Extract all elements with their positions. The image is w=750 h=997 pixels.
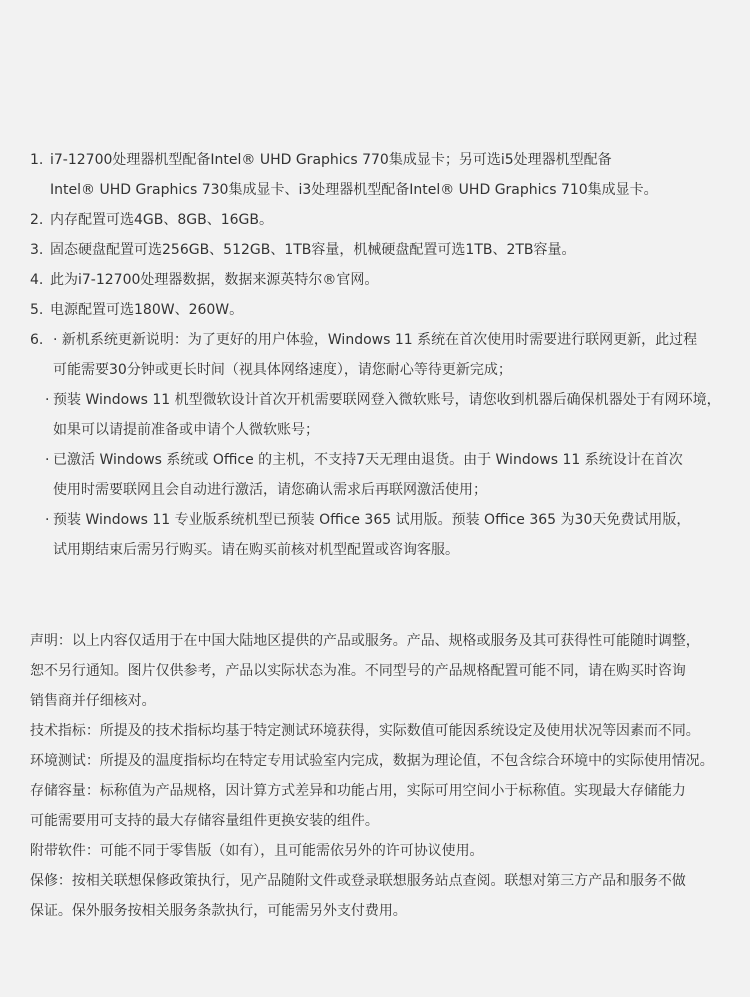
note-item-4 [30, 265, 745, 295]
sub-line: 试用期结束后需另行购买。请在购买前核对机型配置或咨询客服。 [53, 542, 459, 558]
statement-warranty [30, 866, 748, 926]
note-item-1 [30, 145, 745, 205]
statement-storage [30, 776, 748, 836]
statement-line: 可能需要用可支持的最大存储容量组件更换安装的组件。 [30, 813, 379, 829]
statement-declaration [30, 626, 748, 716]
statement-tech-specs [30, 716, 748, 746]
note-number: 2. [30, 212, 44, 228]
statement-bundled-software [30, 836, 748, 866]
note-line: Intel® UHD Graphics 730集成显卡、i3处理器机型配备Intel® UHD Graphics 710集成显卡。 [50, 182, 658, 198]
note-line: 可能需要30分钟或更长时间（视具体网络速度），请您耐心等待更新完成； [53, 362, 512, 378]
note-line: 电源配置可选180W、260W。 [50, 302, 244, 318]
note-line: i7-12700处理器机型配备Intel® UHD Graphics 770集成显卡；另可选i5处理器机型配备 [50, 152, 612, 168]
statement-line: 保修：按相关联想保修政策执行，见产品随附文件或登录联想服务站点查阅。联想对第三方产品和服务不做 [30, 873, 686, 889]
statement-line: 保证。保外服务按相关服务条款执行，可能需另外支付费用。 [30, 903, 407, 919]
statement-line: 恕不另行通知。图片仅供参考，产品以实际状态为准。不同型号的产品规格配置可能不同，请在购买时咨询 [30, 663, 686, 679]
note-item-6 [30, 325, 745, 385]
note-item-2 [30, 205, 745, 235]
note-item-3 [30, 235, 745, 265]
note-number: 4. [30, 272, 44, 288]
sub-line: 预装 Windows 11 专业版系统机型已预装 Office 365 试用版。预装 Office 365 为30天免费试用版， [53, 512, 691, 528]
note-6-sub-item-1 [30, 385, 745, 445]
sub-line: 如果可以请提前准备或申请个人微软账号； [53, 422, 319, 438]
statement-environment-test [30, 746, 748, 776]
note-line: 内存配置可选4GB、8GB、16GB。 [50, 212, 273, 228]
note-item-5 [30, 295, 745, 325]
bullet-dot: · [45, 392, 50, 408]
sub-line: 使用时需要联网且会自动进行激活，请您确认需求后再联网激活使用； [53, 482, 487, 498]
note-line: 此为i7-12700处理器数据，数据来源英特尔®官网。 [50, 272, 379, 288]
disclaimer-section [30, 626, 748, 926]
note-number: 1. [30, 152, 44, 168]
statement-line: 销售商并仔细核对。 [30, 693, 156, 709]
spec-notes-list [30, 145, 745, 565]
bullet-dot: · [45, 512, 50, 528]
note-6-sub-item-2 [30, 445, 745, 505]
sub-line: 已激活 Windows 系统或 Office 的主机，不支持7天无理由退货。由于 Windows 11 系统设计在首次 [53, 452, 683, 468]
note-number: 3. [30, 242, 44, 258]
statement-line: 声明：以上内容仅适用于在中国大陆地区提供的产品或服务。产品、规格或服务及其可获得性可能随时调整， [30, 633, 700, 649]
note-line: 固态硬盘配置可选256GB、512GB、1TB容量，机械硬盘配置可选1TB、2TB容量。 [50, 242, 576, 258]
note-number: 5. [30, 302, 44, 318]
statement-line: 环境测试：所提及的温度指标均在特定专用试验室内完成，数据为理论值，不包含综合环境中的实际使用情况。 [30, 753, 714, 769]
note-6-sub-item-3 [30, 505, 745, 565]
note-line: · 新机系统更新说明：为了更好的用户体验，Windows 11 系统在首次使用时需要进行联网更新，此过程 [53, 332, 698, 348]
statement-line: 存储容量：标称值为产品规格，因计算方式差异和功能占用，实际可用空间小于标称值。实现最大存储能力 [30, 783, 686, 799]
note-number: 6. [30, 332, 44, 348]
bullet-dot: · [45, 452, 50, 468]
statement-line: 附带软件：可能不同于零售版（如有），且可能需依另外的许可协议使用。 [30, 843, 484, 859]
statement-line: 技术指标：所提及的技术指标均基于特定测试环境获得，实际数值可能因系统设定及使用状况等因素而不同。 [30, 723, 700, 739]
sub-line: 预装 Windows 11 机型微软设计首次开机需要联网登入微软账号，请您收到机器后确保机器处于有网环境， [53, 392, 721, 408]
